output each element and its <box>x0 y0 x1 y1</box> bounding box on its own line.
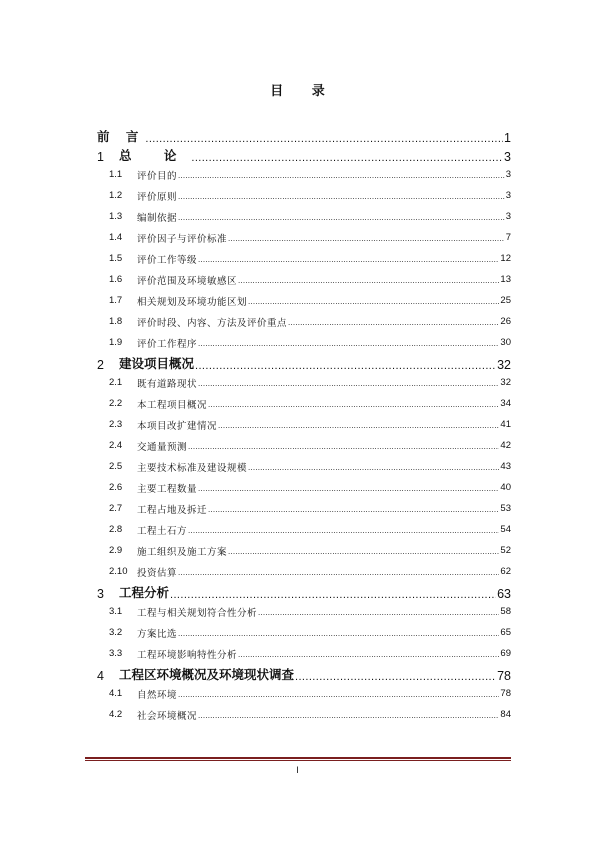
toc-entry-title: 工程占地及拆迁 <box>137 504 208 516</box>
toc-entry-title: 工程环境影响特性分析 <box>137 649 238 661</box>
toc-entry-page: 26 <box>500 316 511 327</box>
toc-section-entry[interactable] <box>97 683 511 704</box>
toc-entry-title: 评价原则 <box>137 191 178 203</box>
toc-entry-page: 25 <box>500 295 511 306</box>
toc-entry-number: 2.10 <box>109 566 128 577</box>
toc-entry-number: 2.8 <box>109 524 123 535</box>
toc-entry-page: 43 <box>500 461 511 472</box>
toc-section-entry[interactable] <box>97 290 511 311</box>
toc-dot-leader <box>178 569 499 582</box>
toc-entry-number: 1.3 <box>109 211 123 222</box>
toc-entry-title: 主要工程数量 <box>137 483 198 495</box>
toc-dot-leader <box>208 506 499 519</box>
toc-section-entry[interactable] <box>97 601 511 622</box>
toc-entry-title: 工程区环境概况及环境现状调查 <box>119 667 295 682</box>
toc-entry-page: 3 <box>505 190 511 201</box>
toc-entry-page: 53 <box>500 503 511 514</box>
toc-dot-leader <box>288 319 499 332</box>
toc-entry-number: 2.2 <box>109 398 123 409</box>
toc-entry-title: 主要技术标准及建设规模 <box>137 462 248 474</box>
toc-dot-leader <box>218 422 499 435</box>
toc-section-entry[interactable] <box>97 332 511 353</box>
toc-entry-page: 58 <box>500 606 511 617</box>
toc-dot-leader <box>238 277 499 290</box>
toc-entry-title: 相关规划及环境功能区划 <box>137 296 248 308</box>
toc-dot-leader <box>198 485 499 498</box>
toc-entry-title: 评价时段、内容、方法及评价重点 <box>137 317 288 329</box>
toc-chapter-entry[interactable] <box>97 582 511 601</box>
toc-entry-page: 84 <box>500 709 511 720</box>
toc-entry-title: 工程土石方 <box>137 525 188 537</box>
toc-dot-leader <box>208 401 499 414</box>
toc-section-entry[interactable] <box>97 372 511 393</box>
toc-entry-number: 4 <box>97 669 104 683</box>
toc-entry-page: 42 <box>500 440 511 451</box>
toc-section-entry[interactable] <box>97 704 511 725</box>
toc-entry-page: 3 <box>505 211 511 222</box>
toc-section-entry[interactable] <box>97 643 511 664</box>
toc-entry-title: 施工组织及施工方案 <box>137 546 228 558</box>
toc-entry-page: 54 <box>500 524 511 535</box>
page-title: 目 录 <box>270 84 337 99</box>
toc-dot-leader <box>145 133 503 145</box>
toc-entry-page: 32 <box>497 358 511 372</box>
toc-dot-leader <box>170 589 496 601</box>
toc-dot-leader <box>178 172 505 185</box>
toc-chapter-entry[interactable] <box>97 126 511 145</box>
toc-entry-title: 社会环境概况 <box>137 710 198 722</box>
toc-entry-number: 3.1 <box>109 606 123 617</box>
toc-entry-title: 交通量预测 <box>137 441 188 453</box>
toc-entry-title: 总 论 <box>119 148 191 163</box>
toc-dot-leader <box>228 548 499 561</box>
toc-dot-leader <box>258 609 499 622</box>
toc-entry-number: 2.1 <box>109 377 123 388</box>
toc-entry-page: 1 <box>504 131 511 145</box>
toc-entry-title: 评价范围及环境敏感区 <box>137 275 238 287</box>
toc-dot-leader <box>178 691 499 704</box>
toc-entry-number: 1.2 <box>109 190 123 201</box>
toc-entry-number: 3.3 <box>109 648 123 659</box>
toc-entry-title: 评价因子与评价标准 <box>137 233 228 245</box>
toc-entry-number: 2.6 <box>109 482 123 493</box>
toc-entry-page: 69 <box>500 648 511 659</box>
toc-dot-leader <box>198 712 499 725</box>
toc-entry-number: 4.1 <box>109 688 123 699</box>
toc-section-entry[interactable] <box>97 164 511 185</box>
toc-entry-title: 自然环境 <box>137 689 178 701</box>
toc-dot-leader <box>198 380 499 393</box>
toc-entry-number: 1.6 <box>109 274 123 285</box>
toc-dot-leader <box>188 527 499 540</box>
toc-dot-leader <box>228 235 505 248</box>
toc-entry-number: 4.2 <box>109 709 123 720</box>
toc-section-entry[interactable] <box>97 540 511 561</box>
toc-entry-number: 1.7 <box>109 295 123 306</box>
toc-dot-leader <box>198 340 499 353</box>
toc-section-entry[interactable] <box>97 393 511 414</box>
toc-section-entry[interactable] <box>97 311 511 332</box>
toc-section-entry[interactable] <box>97 185 511 206</box>
toc-dot-leader <box>178 214 505 227</box>
toc-entry-title: 投资估算 <box>137 567 178 579</box>
toc-dot-leader <box>195 360 496 372</box>
toc-entry-page: 41 <box>500 419 511 430</box>
toc-entry-number: 1 <box>97 150 104 164</box>
toc-entry-page: 40 <box>500 482 511 493</box>
toc-entry-title: 编制依据 <box>137 212 178 224</box>
toc-section-entry[interactable] <box>97 206 511 227</box>
toc-entry-title: 方案比选 <box>137 628 178 640</box>
toc-entry-number: 2.3 <box>109 419 123 430</box>
toc-section-entry[interactable] <box>97 269 511 290</box>
toc-entry-title: 工程与相关规划符合性分析 <box>137 607 258 619</box>
toc-section-entry[interactable] <box>97 498 511 519</box>
toc-dot-leader <box>188 443 499 456</box>
toc-entry-number: 3.2 <box>109 627 123 638</box>
toc-entry-title: 既有道路现状 <box>137 378 198 390</box>
toc-dot-leader <box>248 464 499 477</box>
toc-dot-leader <box>198 256 499 269</box>
toc-entry-page: 12 <box>500 253 511 264</box>
table-of-contents <box>97 126 511 725</box>
toc-entry-number: 1.8 <box>109 316 123 327</box>
toc-entry-title: 评价目的 <box>137 170 178 182</box>
toc-dot-leader <box>191 152 503 164</box>
toc-section-entry[interactable] <box>97 561 511 582</box>
toc-entry-title: 本项目改扩建情况 <box>137 420 218 432</box>
page-number: I <box>296 765 299 775</box>
toc-entry-title: 前 言 <box>97 129 145 144</box>
toc-entry-page: 30 <box>500 337 511 348</box>
toc-entry-page: 32 <box>500 377 511 388</box>
toc-entry-title: 工程分析 <box>119 585 170 600</box>
toc-entry-title: 建设项目概况 <box>119 356 195 371</box>
toc-entry-number: 2.5 <box>109 461 123 472</box>
toc-chapter-entry[interactable] <box>97 664 511 683</box>
toc-entry-number: 2 <box>97 358 104 372</box>
toc-entry-number: 3 <box>97 587 104 601</box>
toc-section-entry[interactable] <box>97 622 511 643</box>
toc-dot-leader <box>295 671 496 683</box>
toc-entry-page: 7 <box>505 232 511 243</box>
toc-section-entry[interactable] <box>97 456 511 477</box>
toc-entry-page: 78 <box>500 688 511 699</box>
toc-entry-number: 2.9 <box>109 545 123 556</box>
toc-section-entry[interactable] <box>97 435 511 456</box>
toc-entry-page: 63 <box>497 587 511 601</box>
toc-section-entry[interactable] <box>97 519 511 540</box>
toc-entry-number: 1.1 <box>109 169 123 180</box>
toc-entry-number: 1.5 <box>109 253 123 264</box>
toc-entry-page: 78 <box>497 669 511 683</box>
toc-entry-page: 52 <box>500 545 511 556</box>
toc-entry-number: 1.9 <box>109 337 123 348</box>
toc-entry-title: 评价工作程序 <box>137 338 198 350</box>
toc-entry-page: 3 <box>504 150 511 164</box>
toc-entry-title: 评价工作等级 <box>137 254 198 266</box>
toc-entry-page: 65 <box>500 627 511 638</box>
toc-entry-number: 1.4 <box>109 232 123 243</box>
toc-dot-leader <box>178 630 499 643</box>
toc-chapter-entry[interactable] <box>97 353 511 372</box>
toc-dot-leader <box>248 298 499 311</box>
toc-entry-page: 13 <box>500 274 511 285</box>
toc-dot-leader <box>238 651 499 664</box>
toc-section-entry[interactable] <box>97 248 511 269</box>
toc-dot-leader <box>178 193 505 206</box>
toc-section-entry[interactable] <box>97 227 511 248</box>
toc-section-entry[interactable] <box>97 414 511 435</box>
toc-entry-title: 本工程项目概况 <box>137 399 208 411</box>
toc-entry-page: 62 <box>500 566 511 577</box>
toc-chapter-entry[interactable] <box>97 145 511 164</box>
toc-entry-number: 2.4 <box>109 440 123 451</box>
toc-entry-number: 2.7 <box>109 503 123 514</box>
toc-entry-page: 34 <box>500 398 511 409</box>
toc-entry-page: 3 <box>505 169 511 180</box>
toc-section-entry[interactable] <box>97 477 511 498</box>
footer-rule <box>85 757 511 759</box>
footer-rule-thin <box>85 760 511 761</box>
